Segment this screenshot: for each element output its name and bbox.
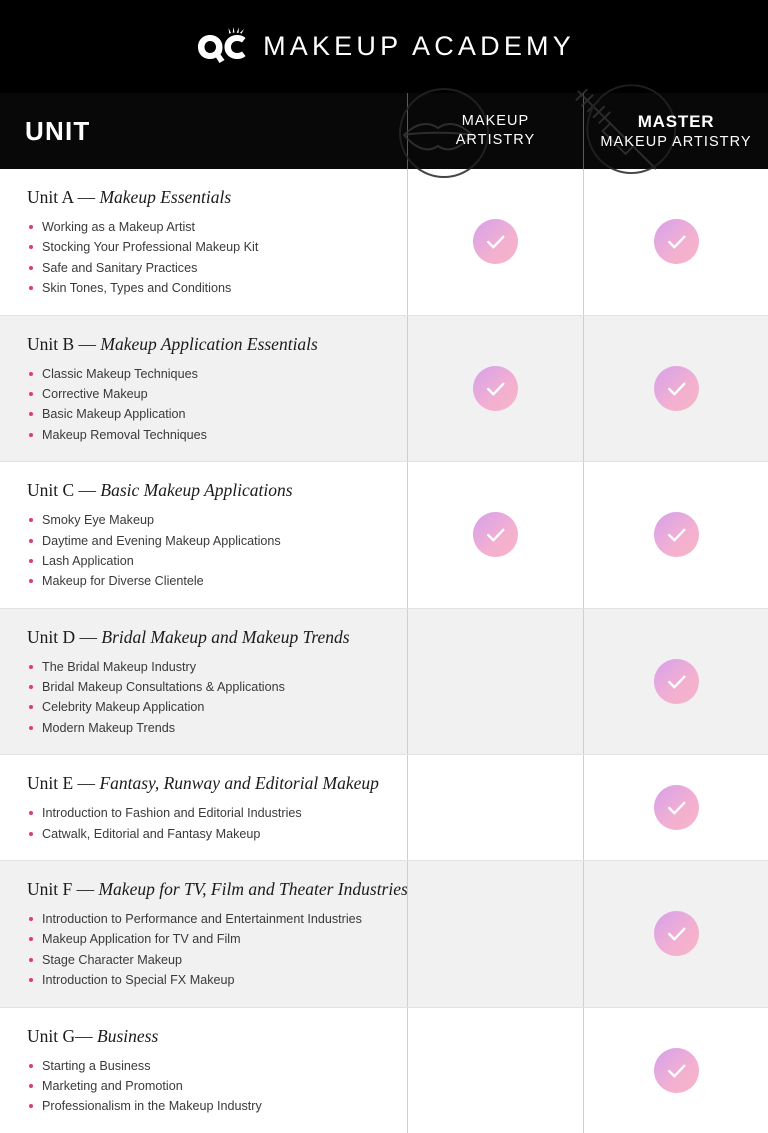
topic-list (27, 1056, 387, 1117)
unit-name: Fantasy, Runway and Editorial Makeup (99, 773, 379, 794)
header-cell-unit (0, 93, 407, 169)
check-cell-master-makeup-artistry (583, 462, 768, 608)
check-cell-makeup-artistry (407, 1008, 583, 1133)
unit-label: Unit F — (27, 879, 99, 900)
table-row (0, 315, 768, 462)
included-check-badge (473, 366, 518, 411)
topic-item: Stage Character Makeup (27, 950, 387, 970)
check-cell-master-makeup-artistry (583, 169, 768, 315)
table-header-row (0, 93, 768, 169)
header-unit-label: UNIT (25, 115, 91, 146)
included-check-badge (473, 512, 518, 557)
topic-item: Modern Makeup Trends (27, 718, 387, 738)
topic-item: Bridal Makeup Consultations & Applications (27, 677, 387, 697)
unit-cell (0, 316, 407, 462)
unit-name: Makeup Essentials (99, 187, 232, 207)
topic-item: Corrective Makeup (27, 384, 387, 404)
checkmark-icon (664, 1058, 689, 1083)
unit-title (27, 187, 387, 208)
qc-eyelash-logo-icon (193, 27, 249, 67)
check-cell-makeup-artistry (407, 316, 583, 462)
header-makeup-artistry-lines (456, 112, 536, 149)
topic-item: Marketing and Promotion (27, 1076, 387, 1096)
check-cell-master-makeup-artistry (583, 316, 768, 462)
checkmark-icon (483, 229, 508, 254)
included-check-badge (654, 219, 699, 264)
header-cell-master-makeup-artistry (583, 93, 768, 169)
unit-title (27, 879, 408, 900)
topic-item: Makeup Application for TV and Film (27, 929, 387, 949)
topic-list (27, 510, 387, 592)
checkmark-icon (664, 522, 689, 547)
checkmark-icon (483, 522, 508, 547)
check-cell-master-makeup-artistry (583, 1008, 768, 1133)
table-row (0, 860, 768, 1007)
unit-label: Unit D — (27, 626, 102, 647)
topic-item: Makeup for Diverse Clientele (27, 571, 387, 591)
topic-item: Introduction to Performance and Entertainment Industries (27, 909, 387, 929)
included-check-badge (654, 911, 699, 956)
unit-label: Unit G— (27, 1025, 97, 1046)
table-body (0, 169, 768, 1133)
unit-name: Bridal Makeup and Makeup Trends (101, 626, 350, 647)
course-comparison-table (0, 93, 768, 1133)
check-cell-master-makeup-artistry (583, 755, 768, 860)
header-col2-line1: MASTER (637, 111, 715, 131)
topic-item: Catwalk, Editorial and Fantasy Makeup (27, 824, 387, 844)
topic-item: Starting a Business (27, 1056, 387, 1076)
unit-cell (0, 755, 407, 860)
topic-list (27, 364, 387, 446)
topic-item: Stocking Your Professional Makeup Kit (27, 237, 387, 257)
checkmark-icon (664, 229, 689, 254)
unit-name: Basic Makeup Applications (100, 480, 293, 501)
included-check-badge (654, 1048, 699, 1093)
unit-cell (0, 169, 407, 315)
unit-title (27, 773, 387, 794)
checkmark-icon (483, 376, 508, 401)
header-cell-makeup-artistry (407, 93, 583, 169)
topic-list (27, 909, 387, 991)
check-cell-makeup-artistry (407, 861, 583, 1007)
check-cell-makeup-artistry (407, 169, 583, 315)
checkmark-icon (664, 795, 689, 820)
unit-label: Unit C — (27, 480, 101, 501)
unit-label: Unit B — (27, 333, 101, 354)
header-col1-line2: ARTISTRY (455, 132, 536, 148)
topic-item: Introduction to Special FX Makeup (27, 970, 387, 990)
checkmark-icon (664, 669, 689, 694)
included-check-badge (654, 366, 699, 411)
topic-item: Skin Tones, Types and Conditions (27, 278, 387, 298)
topic-item: Lash Application (27, 551, 387, 571)
unit-cell (0, 462, 407, 608)
topic-list (27, 657, 387, 739)
unit-title (27, 334, 387, 355)
topic-item: Makeup Removal Techniques (27, 425, 387, 445)
table-row (0, 754, 768, 860)
topic-list (27, 217, 387, 299)
topic-item: Basic Makeup Application (27, 404, 387, 424)
table-row (0, 1007, 768, 1133)
topic-item: Professionalism in the Makeup Industry (27, 1096, 387, 1116)
check-cell-makeup-artistry (407, 462, 583, 608)
unit-name: Makeup for TV, Film and Theater Industries (98, 879, 408, 900)
unit-name: Business (97, 1025, 159, 1046)
header-master-lines (600, 111, 751, 151)
check-cell-master-makeup-artistry (583, 861, 768, 1007)
checkmark-icon (664, 921, 689, 946)
table-row (0, 461, 768, 608)
topic-item: Smoky Eye Makeup (27, 510, 387, 530)
brand-name: MAKEUP ACADEMY (263, 31, 575, 61)
check-cell-makeup-artistry (407, 755, 583, 860)
unit-name: Makeup Application Essentials (100, 333, 318, 354)
check-cell-makeup-artistry (407, 609, 583, 755)
header-col1-line1: MAKEUP (461, 113, 530, 130)
table-row (0, 608, 768, 755)
table-row (0, 169, 768, 315)
checkmark-icon (664, 376, 689, 401)
included-check-badge (654, 659, 699, 704)
topic-item: Introduction to Fashion and Editorial Industries (27, 803, 387, 823)
unit-cell (0, 861, 407, 1007)
unit-label: Unit E — (27, 773, 100, 794)
unit-title (27, 480, 387, 501)
unit-label: Unit A — (27, 187, 100, 207)
brand-lockup (193, 27, 575, 67)
topic-item: Classic Makeup Techniques (27, 364, 387, 384)
topic-item: Safe and Sanitary Practices (27, 258, 387, 278)
included-check-badge (654, 785, 699, 830)
topic-item: Daytime and Evening Makeup Applications (27, 531, 387, 551)
topic-item: The Bridal Makeup Industry (27, 657, 387, 677)
included-check-badge (654, 512, 699, 557)
unit-title (27, 627, 387, 648)
unit-cell (0, 609, 407, 755)
topic-item: Working as a Makeup Artist (27, 217, 387, 237)
unit-title (27, 1026, 387, 1047)
unit-cell (0, 1008, 407, 1133)
included-check-badge (473, 219, 518, 264)
topic-list (27, 803, 387, 844)
header-col2-line2: MAKEUP ARTISTRY (600, 133, 752, 150)
topic-item: Celebrity Makeup Application (27, 697, 387, 717)
brand-header-bar (0, 0, 768, 93)
check-cell-master-makeup-artistry (583, 609, 768, 755)
